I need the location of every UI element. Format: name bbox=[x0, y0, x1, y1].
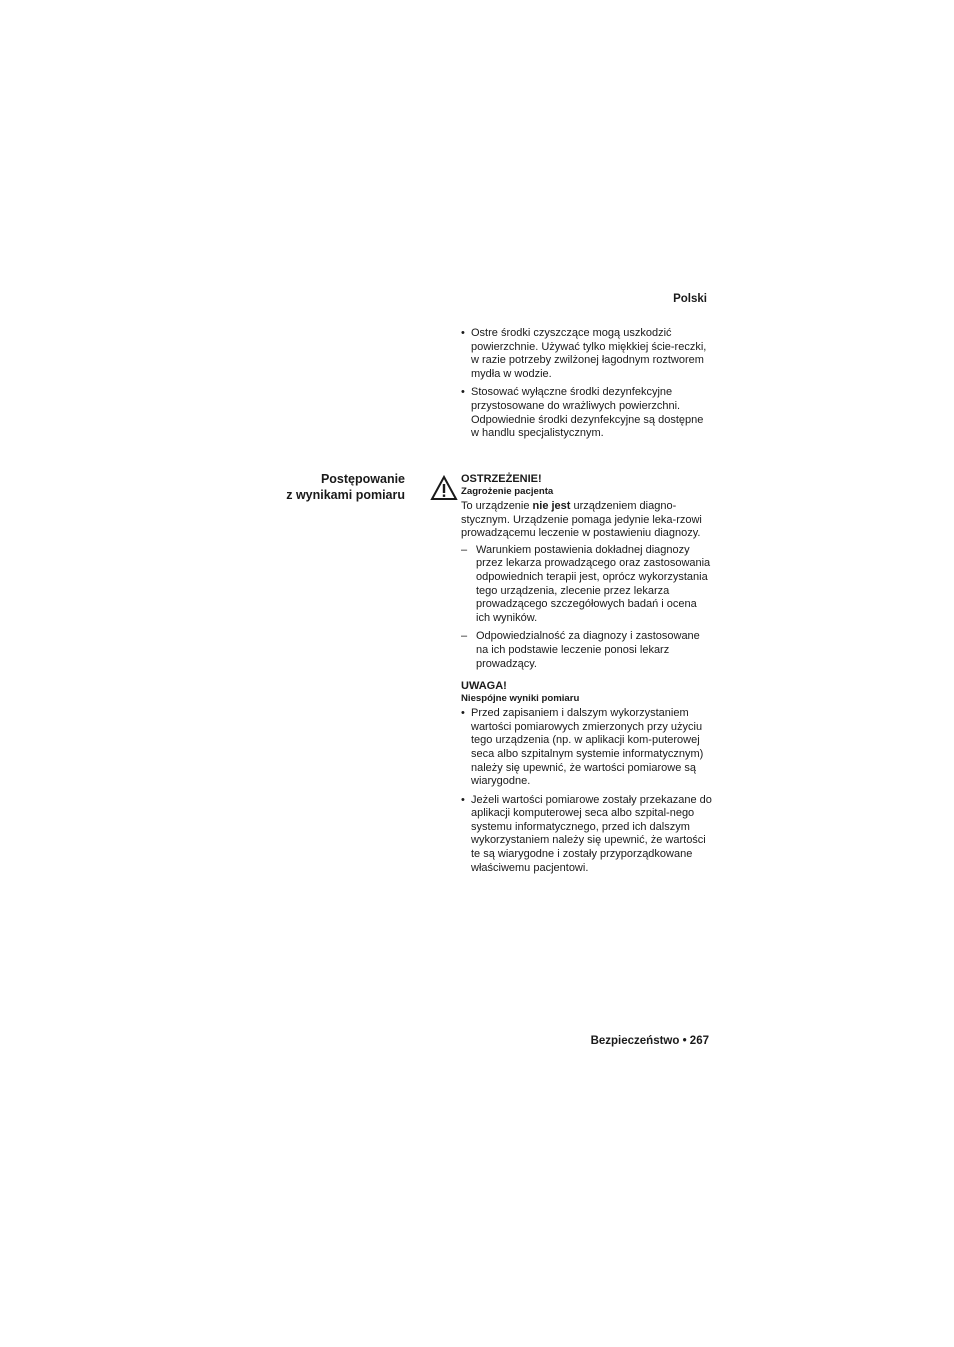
cleaning-list bbox=[461, 327, 713, 446]
section-heading-line1: Postępowanie bbox=[320, 472, 405, 486]
section-heading-line2: z wynikami pomiaru bbox=[286, 488, 405, 502]
warning-text-start: To urządzenie bbox=[461, 500, 533, 512]
page-footer: Bezpieczeństwo • 267 bbox=[590, 1035, 709, 1047]
caution-label: UWAGA! bbox=[461, 680, 507, 693]
list-item: • Jeżeli wartości pomiarowe zostały przekazane do aplikacji komputerowej seca albo szpital-nego systemu informatycznego, przed ich dalszym wykorzystaniem należy się upewnić, że wartości te są wiarygodne i zostały przyporządkowane właściwemu pacjentowi. bbox=[461, 794, 713, 876]
warning-text-bold: nie jest bbox=[532, 500, 571, 512]
list-item: • Stosować wyłączne środki dezynfekcyjne przystosowane do wrażliwych powierzchni. Odpowiednie środki dezynfekcyjne są dostępne w handlu specjalistycznym. bbox=[461, 386, 713, 440]
language-label: Polski bbox=[673, 293, 707, 305]
safety-notes bbox=[461, 473, 713, 880]
list-item: • Ostre środki czyszczące mogą uszkodzić powierzchnie. Używać tylko miękkiej ście-reczki, w razie potrzeby zwilżonej łagodnym roztworem mydła w wodzie. bbox=[461, 327, 713, 381]
list-item: • Przed zapisaniem i dalszym wykorzystaniem wartości pomiarowych zmierzonych przy użyciu tego urządzenia (np. w aplikacji kom-puterowej seca albo szpitalnym systemie informatycznym) należy się upewnić, że wartości pomiarowe są wiarygodne. bbox=[461, 707, 713, 789]
warning-triangle-icon bbox=[430, 475, 458, 501]
warning-subtitle: Zagrożenie pacjenta bbox=[461, 486, 554, 497]
warning-text bbox=[461, 500, 713, 541]
list-item: – Warunkiem postawienia dokładnej diagnozy przez lekarza prowadzącego oraz zastosowania odpowiednich terapii jest, oprócz wykorzystania tego urządzenia, zlecenie przez lekarza prowadzącego szczegółowych badań i ocena ich wyników. bbox=[461, 544, 713, 626]
warning-label: OSTRZEŻENIE! bbox=[461, 473, 542, 485]
section-heading bbox=[262, 471, 405, 503]
list-item: – Odpowiedzialność za diagnozy i zastosowane na ich podstawie leczenie ponosi lekarz prowadzący. bbox=[461, 630, 713, 671]
caution-subtitle: Niespójne wyniki pomiaru bbox=[461, 693, 580, 705]
warning-text-end: urządzeniem diagno-stycznym. Urządzenie pomaga jedynie leka-rzowi prowadzącemu leczenie w postawieniu diagnozy. bbox=[461, 500, 702, 540]
